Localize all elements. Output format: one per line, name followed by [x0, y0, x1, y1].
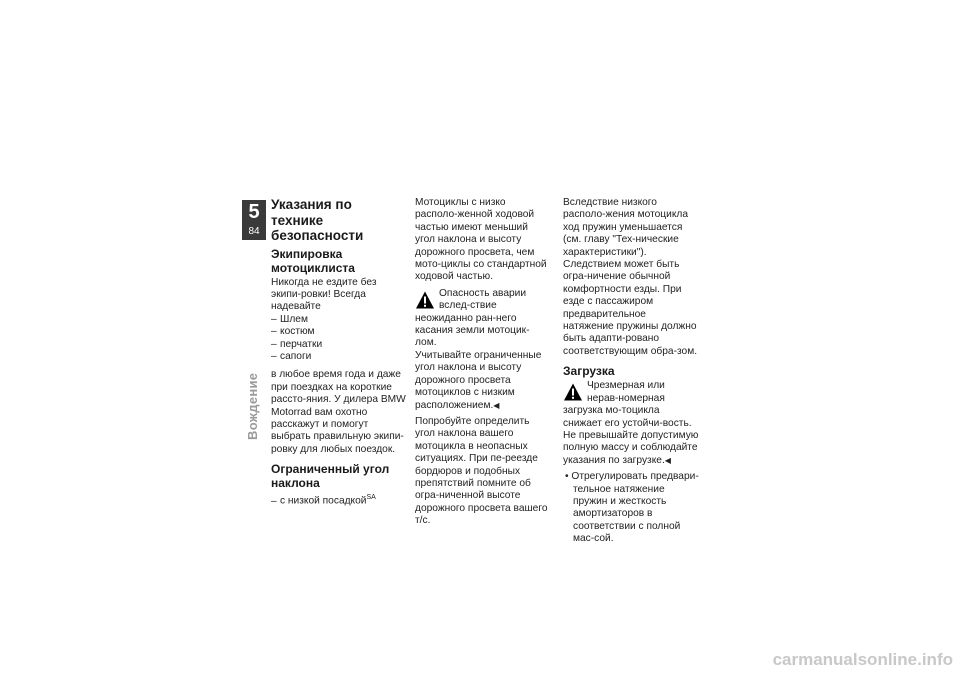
page-title: Указания по технике безопасности [271, 197, 364, 243]
paragraph-max-weight: Не превышайте допустимую полную массу и соблюдайте указания по загрузке.◀ [563, 429, 699, 466]
column-3 [563, 197, 699, 546]
paragraph-equipment-detail: в любое время года и даже при поездках на короткие рассто-яния. У дилера BMW Motorrad вам охотно расскажут и помогут выбрать правильную экипи-ровку для любых поездок. [271, 369, 406, 455]
list-item: – перчатки [271, 338, 323, 350]
paragraph-spring-travel: Вследствие низкого располо-жения мотоцикла ход пружин уменьшается (см. главу "Тех-нические характеристики"). Следствием может быть огра-ничение обычной комфортности езды. При езде с пассажиром предварительное натяжение пружины должно быть адапти-ровано соответствующим обра-зом. [563, 197, 698, 357]
warning-block [563, 380, 699, 430]
dash-mark: – [271, 313, 277, 325]
dash-mark: – [271, 326, 277, 338]
subheading-lean-angle: Ограниченный угол наклона [271, 462, 390, 491]
end-mark: ◀ [664, 455, 671, 465]
subheading-equipment: Экипировка мотоциклиста [271, 246, 355, 275]
option-sa-tag: SA [366, 494, 376, 502]
column-2 [415, 197, 550, 528]
warning-text-crash: Опасность аварии вслед-ствие неожиданно ран-него касания земли мотоцик-лом. [415, 287, 530, 349]
end-mark: ◀ [493, 400, 500, 410]
list-item: – сапоги [271, 350, 312, 362]
column-1 [271, 197, 407, 508]
paragraph-low-chassis: Мотоциклы с низко располо-женной ходовой частью имеют меньший угол наклона и высоту дорожного просвета, чем мото-циклы со стандартной ходовой частью. [415, 197, 547, 283]
dash-mark: – [271, 350, 277, 362]
dash-mark: – [271, 338, 277, 350]
equipment-list [271, 314, 407, 364]
warning-text-load: Чрезмерная или нерав-номерная загрузка мо-тоцикла снижает его устойчи-вость. [563, 380, 692, 429]
list-item: – Шлем [271, 313, 308, 325]
list-item: – костюм [271, 326, 315, 338]
warning-block [415, 288, 550, 350]
bullet-item-adjust-springs: • Отрегулировать предвари-тельное натяжение пружин и жесткость амортизаторов в соответствии с полной мас-сой. [565, 471, 699, 545]
page-number: 84 [248, 226, 260, 237]
section-label: Вождение [245, 372, 260, 440]
list-item-low-seat: – с низкой посадкой$^{SA}$ [271, 494, 376, 507]
chapter-number: 5 [248, 201, 260, 223]
warning-icon [563, 382, 583, 402]
dash-mark: – [271, 495, 277, 507]
subheading-load: Загрузка [563, 364, 615, 379]
paragraph-consider-limits: Учитывайте ограниченные угол наклона и высоту дорожного просвета мотоциклов с низким расположением.◀ [415, 349, 542, 411]
footer-watermark: carmanualsonline.info [772, 650, 953, 669]
paragraph-try-lean-angle: Попробуйте определить угол наклона вашего мотоцикла в неопасных ситуациях. При пе-реезде бордюров и подобных препятствий помните об огра-ниченной высоте дорожного просвета вашего т/с. [415, 415, 548, 527]
warning-icon [415, 290, 435, 310]
bullet-mark: • [565, 471, 569, 483]
paragraph-equipment-intro: Никогда не ездите без экипи-ровки! Всегда надевайте [271, 276, 377, 313]
